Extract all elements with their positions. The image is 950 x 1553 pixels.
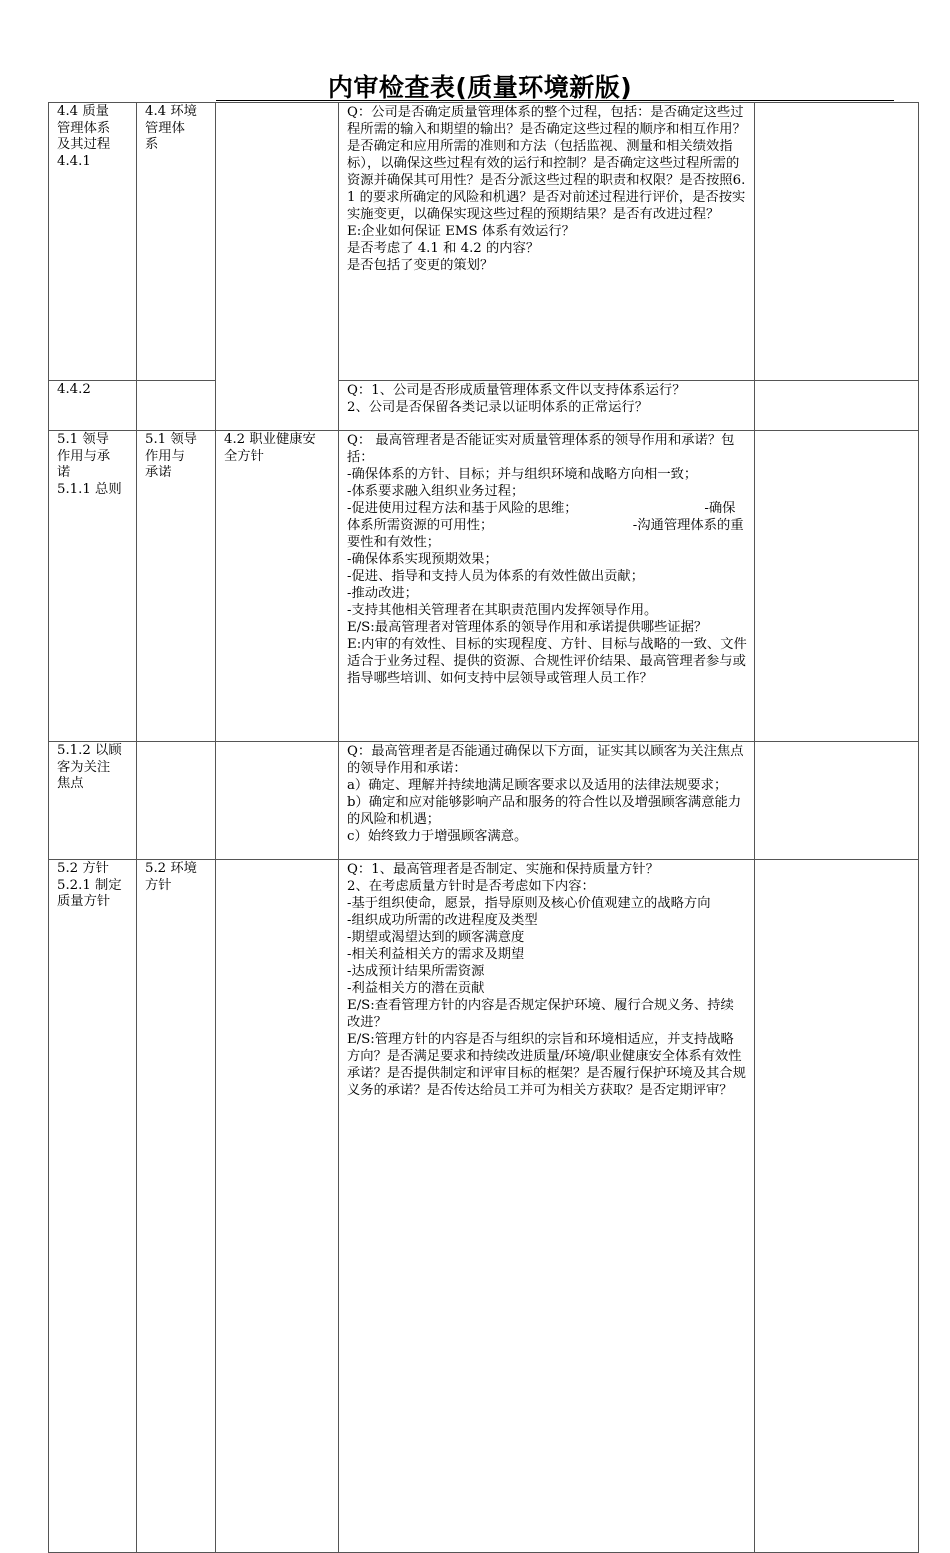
ems-clause-cell-line: 4.4 环境 <box>145 104 197 119</box>
record-cell <box>755 860 919 1553</box>
question-cell <box>339 381 755 431</box>
clause-cell-line: 诺 <box>57 465 71 480</box>
audit-checklist-table <box>48 102 919 1553</box>
ohs-clause-cell-line: 全方针 <box>224 448 264 464</box>
clause-cell-line: 管理体系 <box>57 120 111 136</box>
question-cell <box>339 103 755 381</box>
table-row <box>49 860 919 1553</box>
clause-cell <box>49 381 137 431</box>
clause-cell <box>49 431 137 742</box>
clause-cell-line: 焦点 <box>57 776 84 791</box>
page-title: 内审检查表(质量环境新版) <box>327 73 633 102</box>
ems-clause-cell-line: 5.2 环境 <box>145 861 197 876</box>
question-cell-line: -期望或渴望达到的顾客满意度 <box>347 930 525 945</box>
ems-clause-cell <box>137 431 216 742</box>
ems-clause-cell-line: 承诺 <box>145 465 172 480</box>
clause-cell-line: 4.4 质量 <box>57 104 109 119</box>
clause-cell-line: 4.4.2 <box>57 382 91 397</box>
clause-cell-line: 质量方针 <box>57 894 111 909</box>
question-cell-line: Q： 最高管理者是否能证实对质量管理体系的领导作用和承诺？包括： <box>347 433 735 465</box>
question-cell-line: 是否包括了变更的策划？ <box>347 258 494 273</box>
question-cell <box>339 860 755 1553</box>
table-row <box>49 103 919 381</box>
ohs-clause-cell <box>216 103 339 431</box>
clause-cell-line: 4.4.1 <box>57 153 91 169</box>
question-cell-line: E/S:管理方针的内容是否与组织的宗旨和环境相适应，并支持战略方向？是否满足要求和持续改进质量/环境/职业健康安全体系有效性承诺？是否提供制定和评审目标的框架？是否履行保护环境及其合规义务的承诺？是否传达给员工并可为相关方获取？是否定期评审？ <box>347 1032 746 1098</box>
clause-cell-line: 及其过程 <box>57 137 111 152</box>
question-cell-line: -促进、指导和支持人员为体系的有效性做出贡献； <box>347 569 645 584</box>
question-cell-line: Q：公司是否确定质量管理体系的整个过程，包括：是否确定这些过程所需的输入和期望的输出？是否确定这些过程的顺序和相互作用？是否确定和应用所需的准则和方法（包括监视、测量和相关绩效指标），以确保这些过程有效的运行和控制？是否确定这些过程所需的资源并确保其可用性？是否分派这些过程的职责和权限？是否按照6.1 的要求所确定的风险和机遇？是否对前述过程进行评价，是否按实实施变更，以确保实现这些过程的预期结果？是否有改进过程？ <box>347 105 746 222</box>
title-underline <box>216 100 894 101</box>
ems-clause-cell-line: 方针 <box>145 877 172 893</box>
record-cell <box>755 103 919 381</box>
clause-cell <box>49 742 137 860</box>
clause-cell <box>49 860 137 1553</box>
record-cell <box>755 431 919 742</box>
question-cell-line: Q：最高管理者是否能通过确保以下方面，证实其以顾客为关注焦点的领导作用和承诺： <box>347 744 744 776</box>
question-cell-line: -相关利益相关方的需求及期望 <box>347 947 525 962</box>
question-cell-line: E:内审的有效性、目标的实现程度、方针、目标与战略的一致、文件适合于业务过程、提供的资源、合规性评价结果、最高管理者参与或指导哪些培训、如何支持中层领导或管理人员工作？ <box>347 637 747 686</box>
question-cell-line: -推动改进； <box>347 586 418 601</box>
clause-cell-line: 5.2.1 制定 <box>57 877 122 893</box>
ems-clause-cell <box>137 103 216 381</box>
question-cell-line: 2、公司是否保留各类记录以证明体系的正常运行？ <box>347 400 648 415</box>
question-cell-line: -组织成功所需的改进程度及类型 <box>347 913 538 928</box>
question-cell <box>339 431 755 742</box>
ohs-clause-cell <box>216 431 339 742</box>
ems-clause-cell <box>137 860 216 1553</box>
clause-cell <box>49 103 137 381</box>
question-cell-line: -支持其他相关管理者在其职责范围内发挥领导作用。 <box>347 603 658 618</box>
clause-cell-line: 作用与承 <box>57 448 111 464</box>
table-row <box>49 381 919 431</box>
question-cell-line: c）始终致力于增强顾客满意。 <box>347 829 528 844</box>
ohs-clause-cell <box>216 742 339 860</box>
question-cell <box>339 742 755 860</box>
clause-cell-line: 客为关注 <box>57 759 111 775</box>
clause-cell-line: 5.2 方针 <box>57 861 109 876</box>
question-cell-line: E/S:查看管理方针的内容是否规定保护环境、履行合规义务、持续改进？ <box>347 998 734 1030</box>
question-cell-line: 是否考虑了 4.1 和 4.2 的内容？ <box>347 241 540 256</box>
question-cell-line: E/S:最高管理者对管理体系的领导作用和承诺提供哪些证据？ <box>347 620 708 635</box>
question-cell-line: 2、在考虑质量方针时是否考虑如下内容： -基于组织使命，愿景，指导原则及核心价值观建立的战略方向 <box>347 879 747 911</box>
table-row <box>49 431 919 742</box>
question-cell-line: Q：1、公司是否形成质量管理体系文件以支持体系运行？ <box>347 383 686 398</box>
clause-cell-line: 5.1.1 总则 <box>57 481 122 497</box>
question-cell-line: -利益相关方的潜在贡献 <box>347 981 485 996</box>
question-cell-line: a）确定、理解并持续地满足顾客要求以及适用的法律法规要求； <box>347 778 728 793</box>
record-cell <box>755 381 919 431</box>
record-cell <box>755 742 919 860</box>
ems-clause-cell-line: 管理体 <box>145 120 185 136</box>
question-cell-line: Q：1、最高管理者是否制定、实施和保持质量方针？ <box>347 862 659 877</box>
ems-clause-cell-line: 作用与 <box>145 448 185 464</box>
clause-cell-line: 5.1 领导 <box>57 432 109 447</box>
ems-clause-cell-line: 5.1 领导 <box>145 432 197 447</box>
ems-clause-cell <box>137 742 216 860</box>
ohs-clause-cell-line: 4.2 职业健康安 <box>224 432 316 447</box>
question-cell-line: -体系要求融入组织业务过程； <box>347 484 525 499</box>
question-cell-line: -确保体系的方针、目标；并与组织环境和战略方向相一致； <box>347 467 698 482</box>
question-cell-line: b）确定和应对能够影响产品和服务的符合性以及增强顾客满意能力的风险和机遇； <box>347 795 742 827</box>
table-row <box>49 742 919 860</box>
clause-cell-line: 5.1.2 以顾 <box>57 743 122 758</box>
ems-clause-cell <box>137 381 216 431</box>
question-cell-line: -确保体系实现预期效果； <box>347 552 498 567</box>
question-cell-line: -促进使用过程方法和基于风险的思维； -确保体系所需资源的可用性； -沟通管理体系的重要性和有效性； <box>347 501 744 550</box>
ems-clause-cell-line: 系 <box>145 137 159 152</box>
question-cell-line: E:企业如何保证 EMS 体系有效运行？ <box>347 224 575 239</box>
question-cell-line: -达成预计结果所需资源 <box>347 964 485 979</box>
ohs-clause-cell <box>216 860 339 1553</box>
